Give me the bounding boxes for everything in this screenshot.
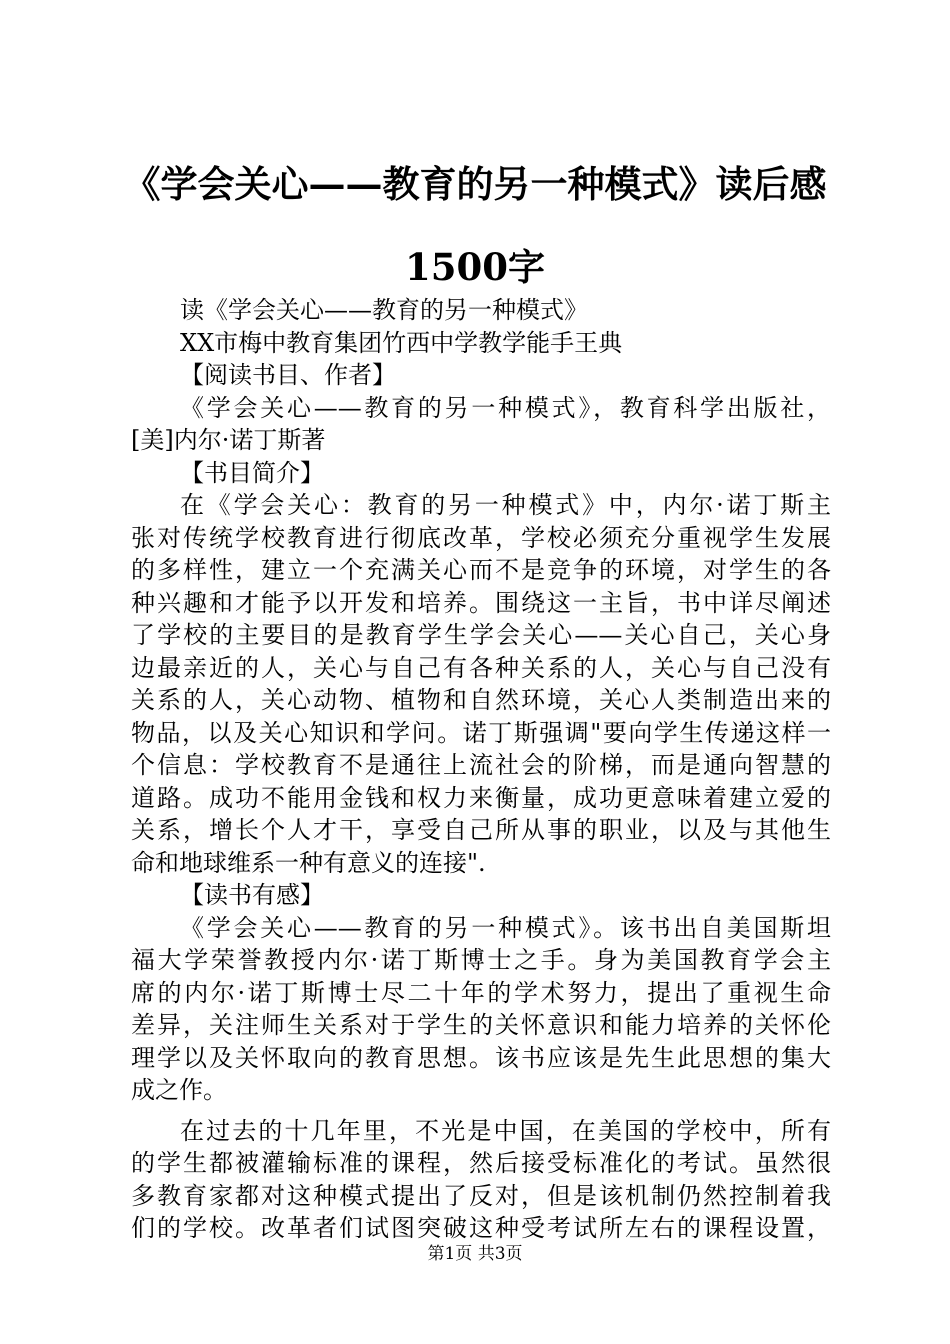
body-line: 在《学会关心：教育的另一种模式》中，内尔·诺丁斯主 <box>180 491 831 519</box>
body-line: 边最亲近的人，关心与自己有各种关系的人，关心与自己没有 <box>131 653 831 682</box>
body-line: 的学生都被灌输标准的课程，然后接受标准化的考试。虽然很 <box>131 1149 831 1177</box>
body-line: 在过去的十几年里，不光是中国，在美国的学校中，所有 <box>180 1116 831 1145</box>
page-footer: 第1页 共3页 <box>427 1244 523 1264</box>
body-line: 关系的人，关心动物、植物和自然环境，关心人类制造出来的 <box>131 686 831 714</box>
body-line: 多教育家都对这种模式提出了反对，但是该机制仍然控制着我 <box>131 1181 831 1210</box>
body-line: [美]内尔·诺丁斯著 <box>131 426 326 454</box>
body-line: XX市梅中教育集团竹西中学教学能手王典 <box>180 328 623 357</box>
body-line: 道路。成功不能用金钱和权力来衡量，成功更意味着建立爱的 <box>131 783 831 812</box>
body-line: 的多样性，建立一个充满关心而不是竞争的环境，对学生的各 <box>131 556 831 584</box>
body-line: 个信息：学校教育不是通往上流社会的阶梯，而是通向智慧的 <box>131 751 831 779</box>
body-line: 福大学荣誉教授内尔·诺丁斯博士之手。身为美国教育学会主 <box>131 946 831 974</box>
body-line: 种兴趣和才能予以开发和培养。围绕这一主旨，书中详尽阐述 <box>131 588 831 617</box>
body-line: 成之作。 <box>131 1076 227 1104</box>
body-line: 了学校的主要目的是教育学生学会关心——关心自己，关心身 <box>131 621 831 649</box>
body-line: 物品，以及关心知识和学问。诺丁斯强调"要向学生传递这样一 <box>131 718 831 747</box>
body-line: 《学会关心——教育的另一种模式》，教育科学出版社， <box>180 393 831 422</box>
body-line: 张对传统学校教育进行彻底改革，学校必须充分重视学生发展 <box>131 523 831 552</box>
body-line: 读《学会关心——教育的另一种模式》 <box>180 296 588 324</box>
document-title-line-2: 1500字 <box>405 245 545 289</box>
body-line: 《学会关心——教育的另一种模式》。该书出自美国斯坦 <box>180 913 831 942</box>
body-line: 席的内尔·诺丁斯博士尽二十年的学术努力，提出了重视生命 <box>131 978 831 1007</box>
document-title-line-1: 《学会关心——教育的另一种模式》读后感 <box>123 162 827 206</box>
body-line: 差异，关注师生关系对于学生的关怀意识和能力培养的关怀伦 <box>131 1011 831 1039</box>
body-line: 命和地球维系一种有意义的连接". <box>131 848 486 877</box>
body-line: 【读书有感】 <box>180 881 324 909</box>
paragraph-gap <box>131 1107 831 1115</box>
body-line: 们的学校。改革者们试图突破这种受考试所左右的课程设置， <box>131 1214 831 1242</box>
document-body <box>131 294 831 1245</box>
body-line: 【阅读书目、作者】 <box>180 361 396 389</box>
body-line: 关系，增长个人才干，享受自己所从事的职业，以及与其他生 <box>131 816 831 844</box>
body-line: 【书目简介】 <box>180 458 324 487</box>
body-line: 理学以及关怀取向的教育思想。该书应该是先生此思想的集大 <box>131 1043 831 1072</box>
